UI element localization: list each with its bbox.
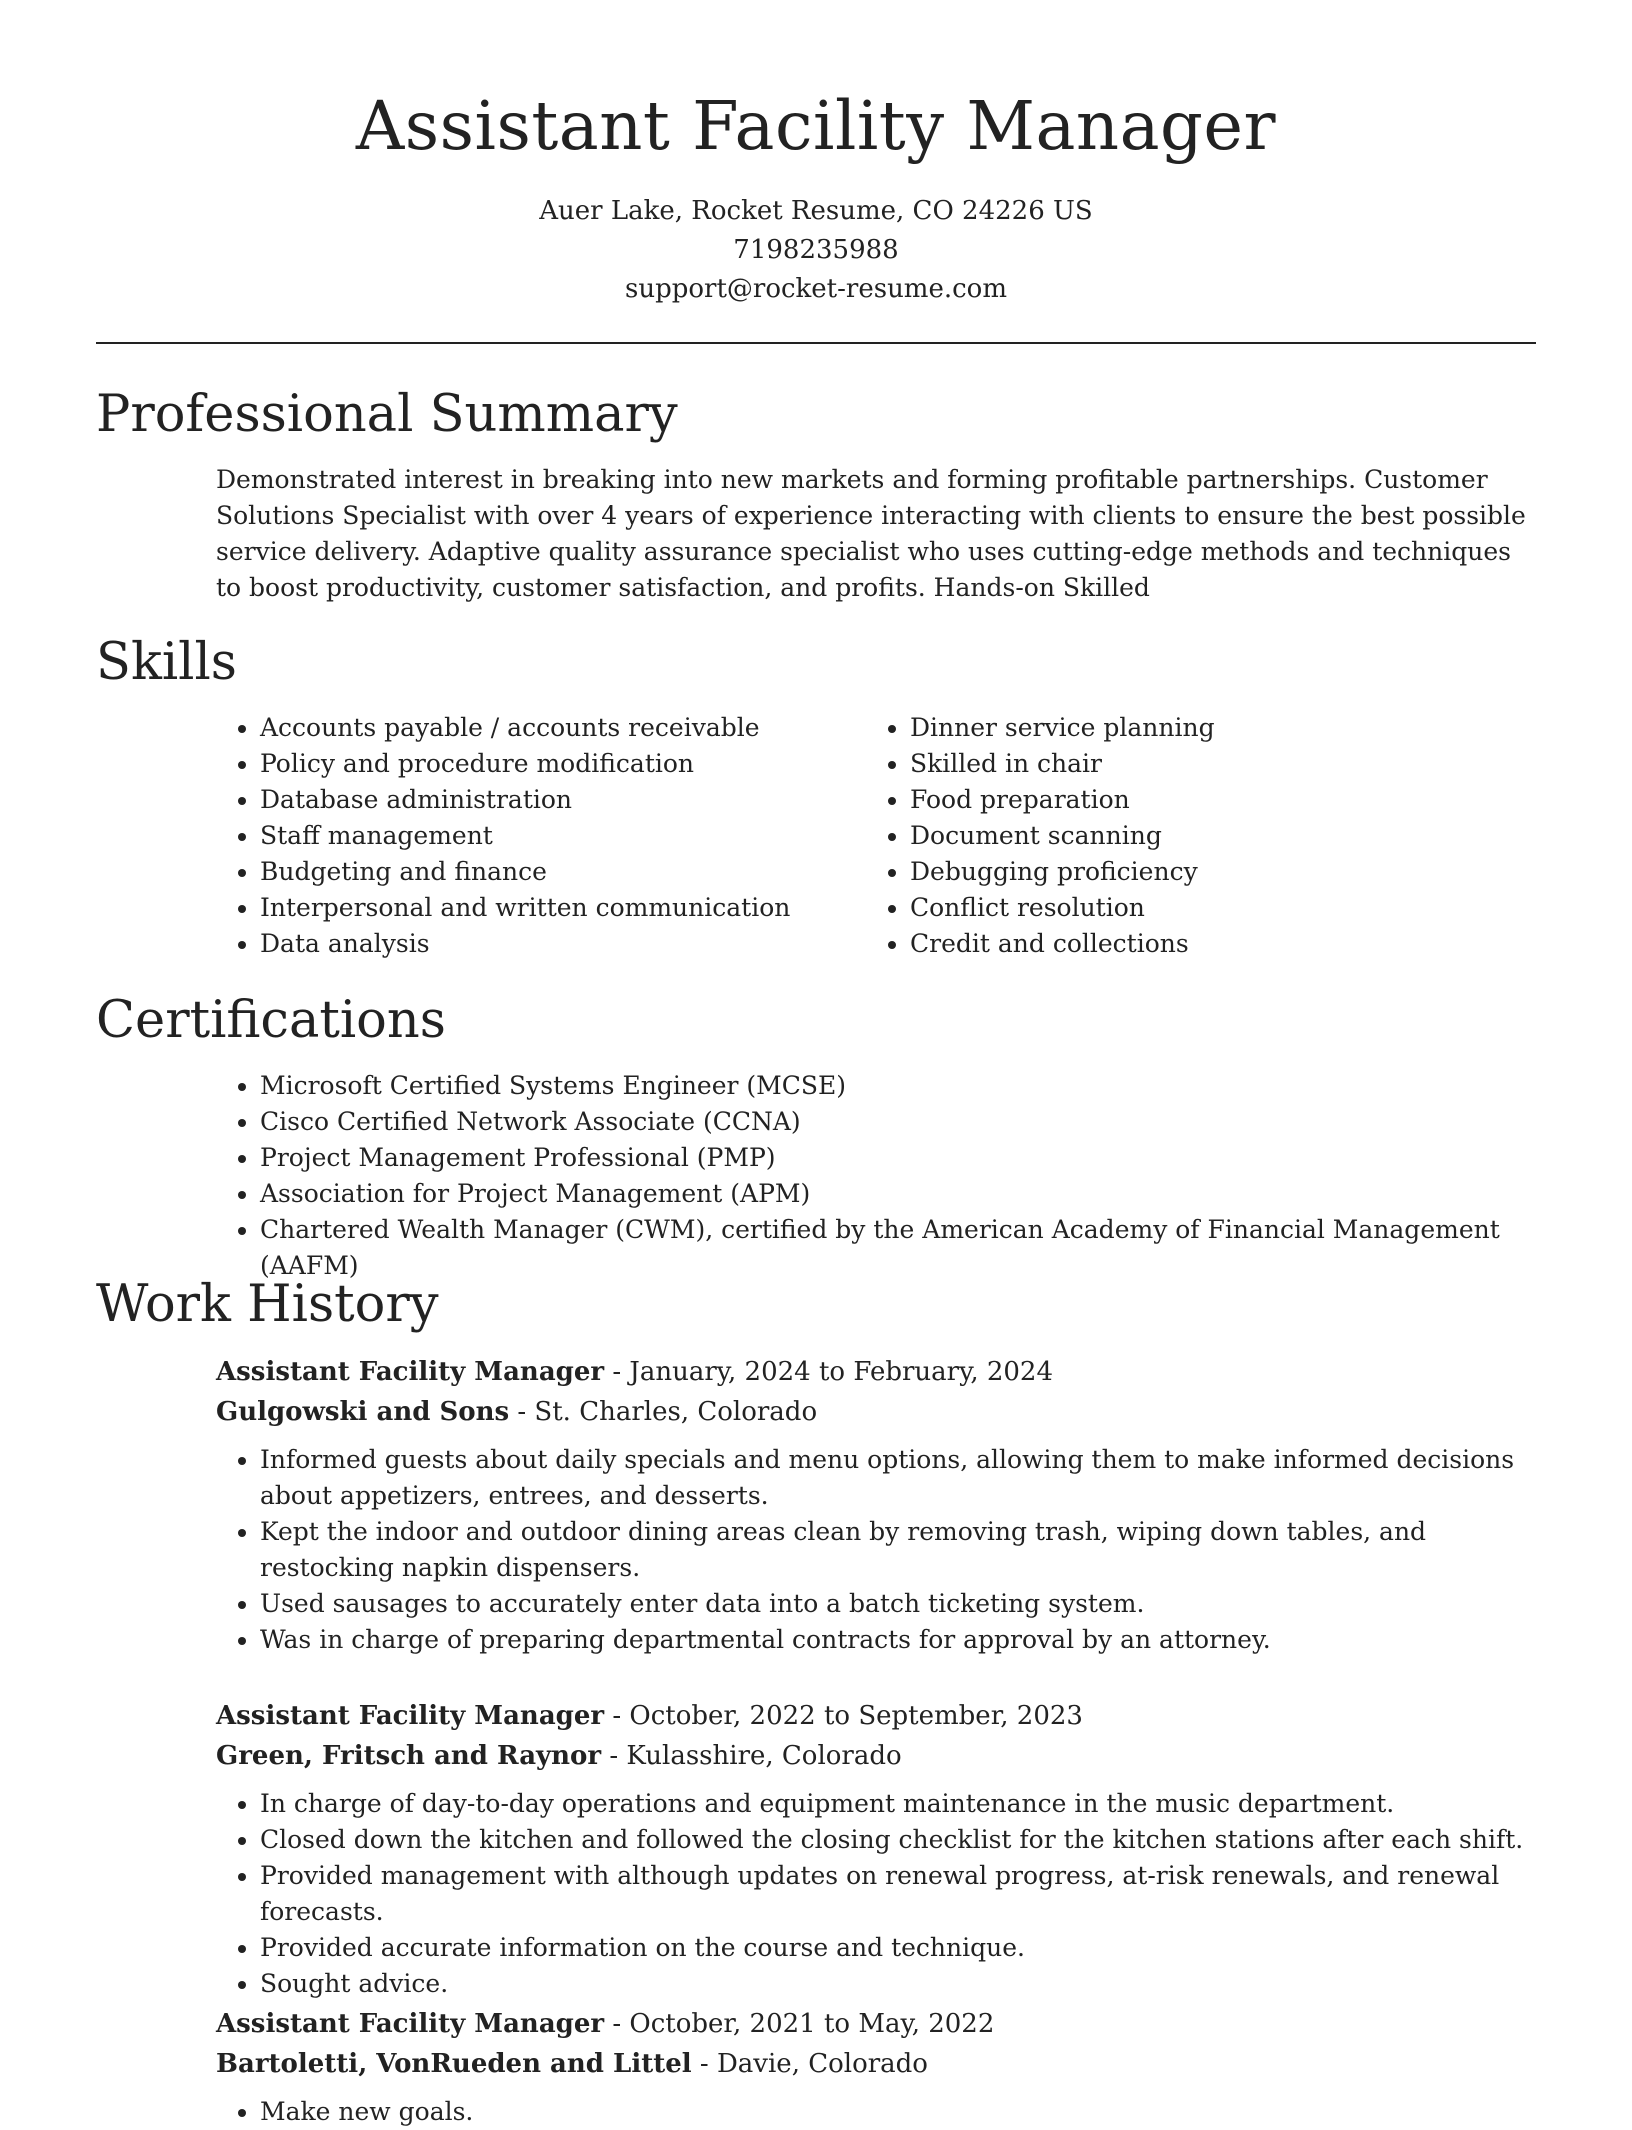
job-company: Green, Fritsch and Raynor [216,1741,602,1771]
job-bullet: • Provided management with although updates on renewal progress, at-risk renewals, and renewal forecasts. [260,1858,1536,1930]
job-bullet: • Used sausages to accurately enter data into a batch ticketing system. [260,1586,1536,1622]
skill-item: • Dinner service planning [910,710,1516,746]
skills-heading: Skills [96,633,237,692]
job-bullet: • Closed down the kitchen and followed the closing checklist for the kitchen stations after each shift. [260,1822,1536,1858]
job-bullet: • Make new goals. [260,2094,1536,2130]
job-location: - St. Charles, Colorado [509,1397,818,1427]
job-bullet: • In charge of day-to-day operations and equipment maintenance in the music department. [260,1786,1536,1822]
job-bullet: • Informed guests about daily specials and menu options, allowing them to make informed decisions about appetizers, entrees, and desserts. [260,1442,1536,1514]
skills-list [216,710,1536,962]
skill-item: • Conflict resolution [910,890,1516,926]
contact-address: Auer Lake, Rocket Resume, CO 24226 US [539,196,1093,226]
skill-item: • Interpersonal and written communication [260,890,866,926]
skill-item: • Debugging proficiency [910,854,1516,890]
certification-item: • Microsoft Certified Systems Engineer (MCSE) [260,1068,1536,1104]
job-title: Assistant Facility Manager [216,1357,605,1387]
certification-item: • Project Management Professional (PMP) [260,1140,1536,1176]
skills-column-right [866,710,1516,962]
job-company-line [216,2044,1536,2084]
job-location: - Davie, Colorado [691,2049,928,2079]
work-history-heading: Work History [96,1275,439,1334]
job-title-line [216,1696,1536,1736]
skills-column-left [216,710,866,962]
certification-item: • Association for Project Management (APM) [260,1176,1536,1212]
skill-item: • Database administration [260,782,866,818]
work-entry [216,1696,1536,2002]
job-company-line [216,1736,1536,1776]
job-bullet: • Kept the indoor and outdoor dining areas clean by removing trash, wiping down tables, and restocking napkin dispensers. [260,1514,1536,1586]
skill-item: • Data analysis [260,926,866,962]
summary-heading: Professional Summary [96,385,678,444]
job-dates: - October, 2022 to September, 2023 [604,1701,1083,1731]
header-divider [96,342,1536,344]
skill-item: • Food preparation [910,782,1516,818]
job-dates: - October, 2021 to May, 2022 [604,2009,995,2039]
job-bullet: • Was in charge of preparing departmental contracts for approval by an attorney. [260,1622,1536,1658]
skill-item: • Budgeting and finance [260,854,866,890]
candidate-name: Assistant Facility Manager [355,87,1277,165]
certifications-list [216,1068,1536,1284]
work-entry [216,1352,1536,1658]
contact-email: support@rocket-resume.com [624,274,1007,304]
skill-item: • Skilled in chair [910,746,1516,782]
job-company-line [216,1392,1536,1432]
summary-text: Demonstrated interest in breaking into new markets and forming profitable partnerships. Customer Solutions Specialist with over 4 years of experience interacting with clients to ensure the best possible service delivery. Adaptive quality assurance specialist who uses cutting-edge methods and techniques to boost productivity, customer satisfaction, and profits. Hands-on Skilled [216,465,1526,602]
job-company: Gulgowski and Sons [216,1397,510,1427]
job-title: Assistant Facility Manager [216,2009,605,2039]
certification-item: • Chartered Wealth Manager (CWM), certified by the American Academy of Financial Management (AAFM) [260,1212,1536,1284]
job-title: Assistant Facility Manager [216,1701,605,1731]
job-bullet: • Provided accurate information on the course and technique. [260,1930,1536,1966]
skill-item: • Policy and procedure modification [260,746,866,782]
skill-item: • Document scanning [910,818,1516,854]
job-location: - Kulasshire, Colorado [601,1741,902,1771]
contact-info [96,192,1536,309]
job-title-line [216,1352,1536,1392]
job-dates: - January, 2024 to February, 2024 [604,1357,1054,1387]
job-bullet: • Sought advice. [260,1966,1536,2002]
certifications-heading: Certifications [96,991,446,1050]
skill-item: • Credit and collections [910,926,1516,962]
skill-item: • Accounts payable / accounts receivable [260,710,866,746]
skill-item: • Staff management [260,818,866,854]
contact-phone: 7198235988 [733,235,899,265]
job-company: Bartoletti, VonRueden and Littel [216,2049,692,2079]
job-title-line [216,2004,1536,2044]
certification-item: • Cisco Certified Network Associate (CCNA) [260,1104,1536,1140]
work-entry [216,2004,1536,2130]
